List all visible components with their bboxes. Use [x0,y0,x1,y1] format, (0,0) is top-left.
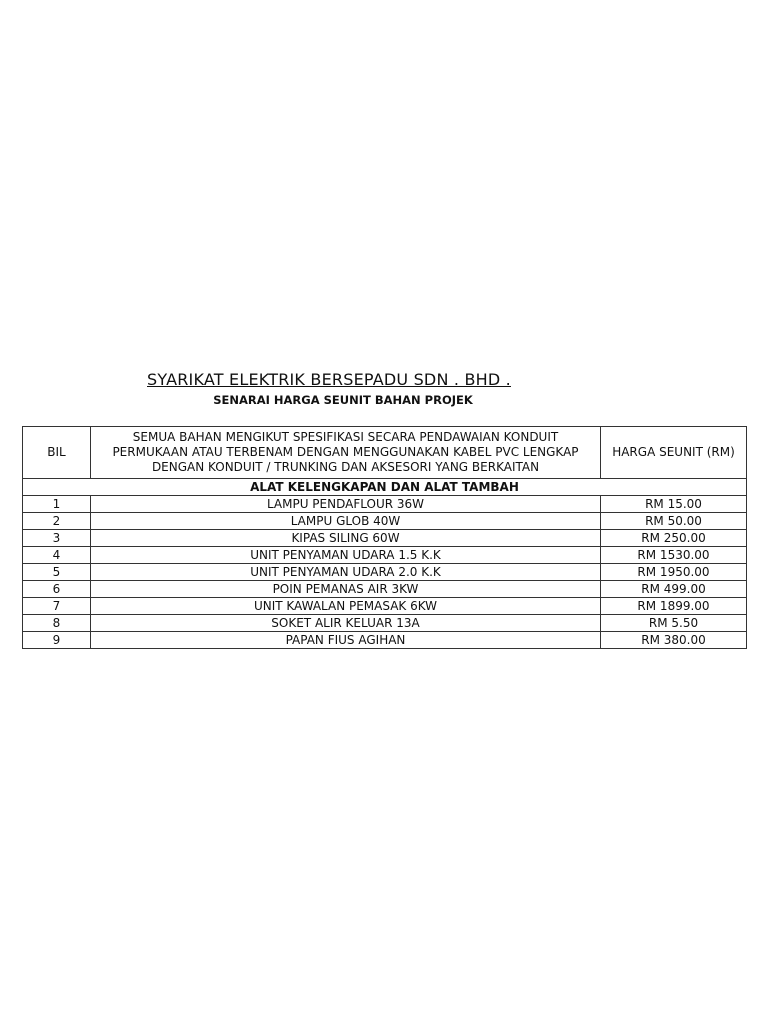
section-row [23,479,747,496]
cell-bil: 5 [23,564,91,581]
cell-price: RM 1950.00 [601,564,747,581]
cell-bil: 6 [23,581,91,598]
table-header-row [23,427,747,479]
header-description-line: SEMUA BAHAN MENGIKUT SPESIFIKASI SECARA PENDAWAIAN KONDUIT [132,430,559,444]
cell-bil: 3 [23,530,91,547]
cell-bil: 2 [23,513,91,530]
table-row [23,513,747,530]
cell-price: RM 50.00 [601,513,747,530]
cell-item: UNIT PENYAMAN UDARA 1.5 K.K [91,547,601,564]
cell-item: POIN PEMANAS AIR 3KW [91,581,601,598]
cell-bil: 7 [23,598,91,615]
cell-item: PAPAN FIUS AGIHAN [91,632,601,649]
price-table [22,426,747,649]
header-price: HARGA SEUNIT (RM) [601,427,747,479]
cell-price: RM 1899.00 [601,598,747,615]
table-row [23,615,747,632]
table-row [23,530,747,547]
table-row [23,547,747,564]
cell-price: RM 250.00 [601,530,747,547]
cell-item: LAMPU PENDAFLOUR 36W [91,496,601,513]
section-title: ALAT KELENGKAPAN DAN ALAT TAMBAH [23,479,747,496]
page-subtitle: SENARAI HARGA SEUNIT BAHAN PROJEK [213,393,473,407]
cell-item: LAMPU GLOB 40W [91,513,601,530]
cell-bil: 4 [23,547,91,564]
cell-bil: 8 [23,615,91,632]
cell-item: KIPAS SILING 60W [91,530,601,547]
page-title: SYARIKAT ELEKTRIK BERSEPADU SDN . BHD . [147,370,511,389]
header-bil: BIL [23,427,91,479]
cell-item: UNIT KAWALAN PEMASAK 6KW [91,598,601,615]
cell-price: RM 499.00 [601,581,747,598]
cell-item: SOKET ALIR KELUAR 13A [91,615,601,632]
cell-price: RM 1530.00 [601,547,747,564]
cell-price: RM 380.00 [601,632,747,649]
cell-item: UNIT PENYAMAN UDARA 2.0 K.K [91,564,601,581]
header-description-line: DENGAN KONDUIT / TRUNKING DAN AKSESORI YANG BERKAITAN [151,460,540,474]
cell-price: RM 15.00 [601,496,747,513]
table-row [23,581,747,598]
cell-price: RM 5.50 [601,615,747,632]
table-row [23,632,747,649]
table-row [23,564,747,581]
header-description [91,427,601,479]
table-row [23,496,747,513]
cell-bil: 1 [23,496,91,513]
cell-bil: 9 [23,632,91,649]
table-row [23,598,747,615]
header-description-line: PERMUKAAN ATAU TERBENAM DENGAN MENGGUNAKAN KABEL PVC LENGKAP [112,445,579,459]
